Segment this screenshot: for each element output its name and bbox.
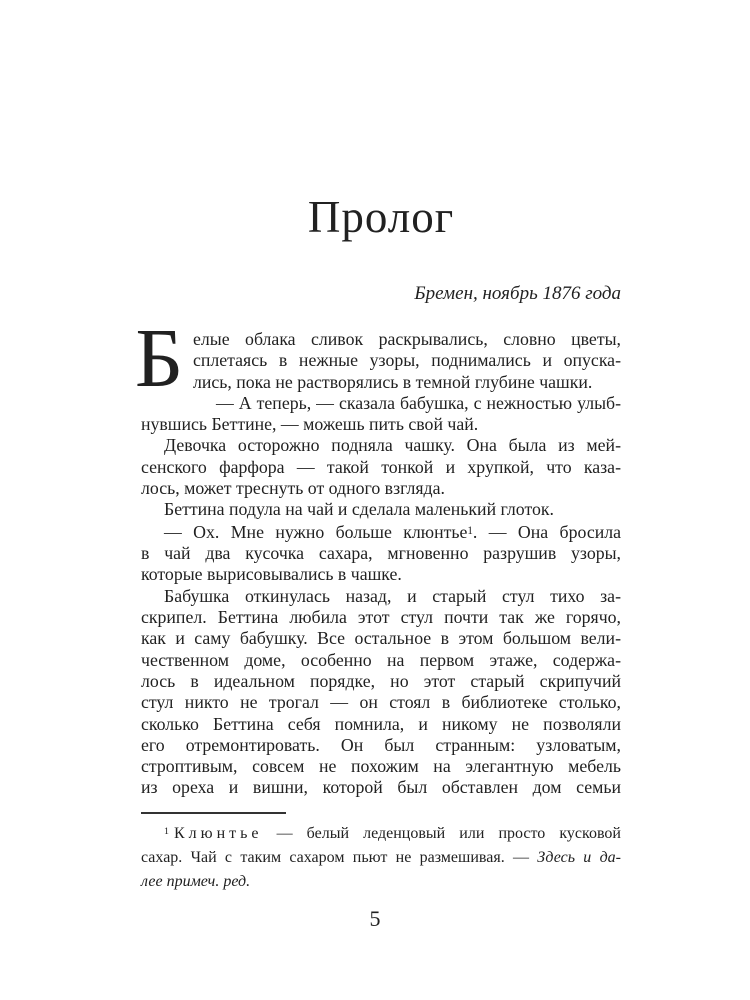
text-line: лись, пока не растворялись в темной глубине чашки.: [193, 371, 593, 392]
text-line: которые вырисовывались в чашке.: [141, 564, 402, 585]
text-line: скрипел. Беттина любила этот стул почти так же горячо,: [141, 607, 621, 628]
text-line: строптивым, совсем не похожим на элегантную мебель: [141, 756, 621, 777]
footnote: [141, 812, 621, 894]
text-line: сенского фарфора — такой тонкой и хрупкой, что каза-: [141, 456, 621, 477]
page-number: 5: [369, 906, 381, 931]
text-line: сплетаясь в нежные узоры, поднимались и опуска-: [193, 350, 621, 371]
footnote-marker: 1: [164, 826, 169, 837]
text-line: в чай два кусочка сахара, мгновенно разрушив узоры,: [141, 543, 621, 564]
text-line: лось в идеальном порядке, но этот старый скрипучий: [141, 670, 621, 691]
footnote-marker: 1: [467, 524, 473, 537]
text-line: [141, 820, 621, 846]
text-segment: — Ох. Мне нужно больше клюнтье: [164, 521, 468, 542]
text-segment: — белый леденцовый или просто кусковой: [262, 824, 621, 842]
text-line: Беттина подула на чай и сделала маленький глоток.: [164, 499, 554, 520]
text-line: лось, может треснуть от одного взгляда.: [141, 478, 445, 499]
text-segment: Клюнтье: [173, 824, 263, 842]
text-line: чественном доме, особенно на первом этаже, содержа-: [141, 649, 621, 670]
text-line: [141, 870, 621, 894]
text-line: как и саму бабушку. Все остальное в этом большом вели-: [141, 628, 621, 649]
text-segment: сахар. Чай с таким сахаром пьют не размешивая. —: [141, 848, 538, 866]
text-line: Девочка осторожно подняла чашку. Она была из мей-: [164, 435, 621, 456]
text-line: сколько Беттина себя помнила, и никому не позволяли: [141, 713, 621, 734]
text-line: [141, 846, 621, 870]
footnote-text: [141, 820, 621, 894]
text-segment: лее примеч. ред.: [141, 872, 251, 890]
text-segment: . — Она бросила: [472, 521, 621, 542]
text-line: его отремонтировать. Он был странным: узловатым,: [141, 734, 621, 755]
dateline: Бремен, ноябрь 1876 года: [414, 283, 621, 304]
drop-cap: Б: [135, 312, 184, 405]
text-line: из ореха и вишни, которой был обставлен дом семьи: [141, 777, 621, 798]
footnote-rule: [141, 812, 286, 814]
text-line: [141, 521, 621, 543]
body-text: [135, 312, 621, 799]
text-segment: Здесь и да-: [537, 848, 621, 866]
text-line: Бабушка откинулась назад, и старый стул тихо за-: [164, 585, 621, 606]
chapter-heading: Пролог: [307, 192, 455, 242]
text-line: — А теперь, — сказала бабушка, с нежностью улыб-: [216, 392, 621, 413]
text-line: стул никто не трогал — он стоял в библиотеке столько,: [141, 692, 621, 713]
text-line: нувшись Беттине, — можешь пить свой чай.: [141, 414, 479, 435]
text-line: елые облака сливок раскрывались, словно цветы,: [193, 329, 621, 349]
